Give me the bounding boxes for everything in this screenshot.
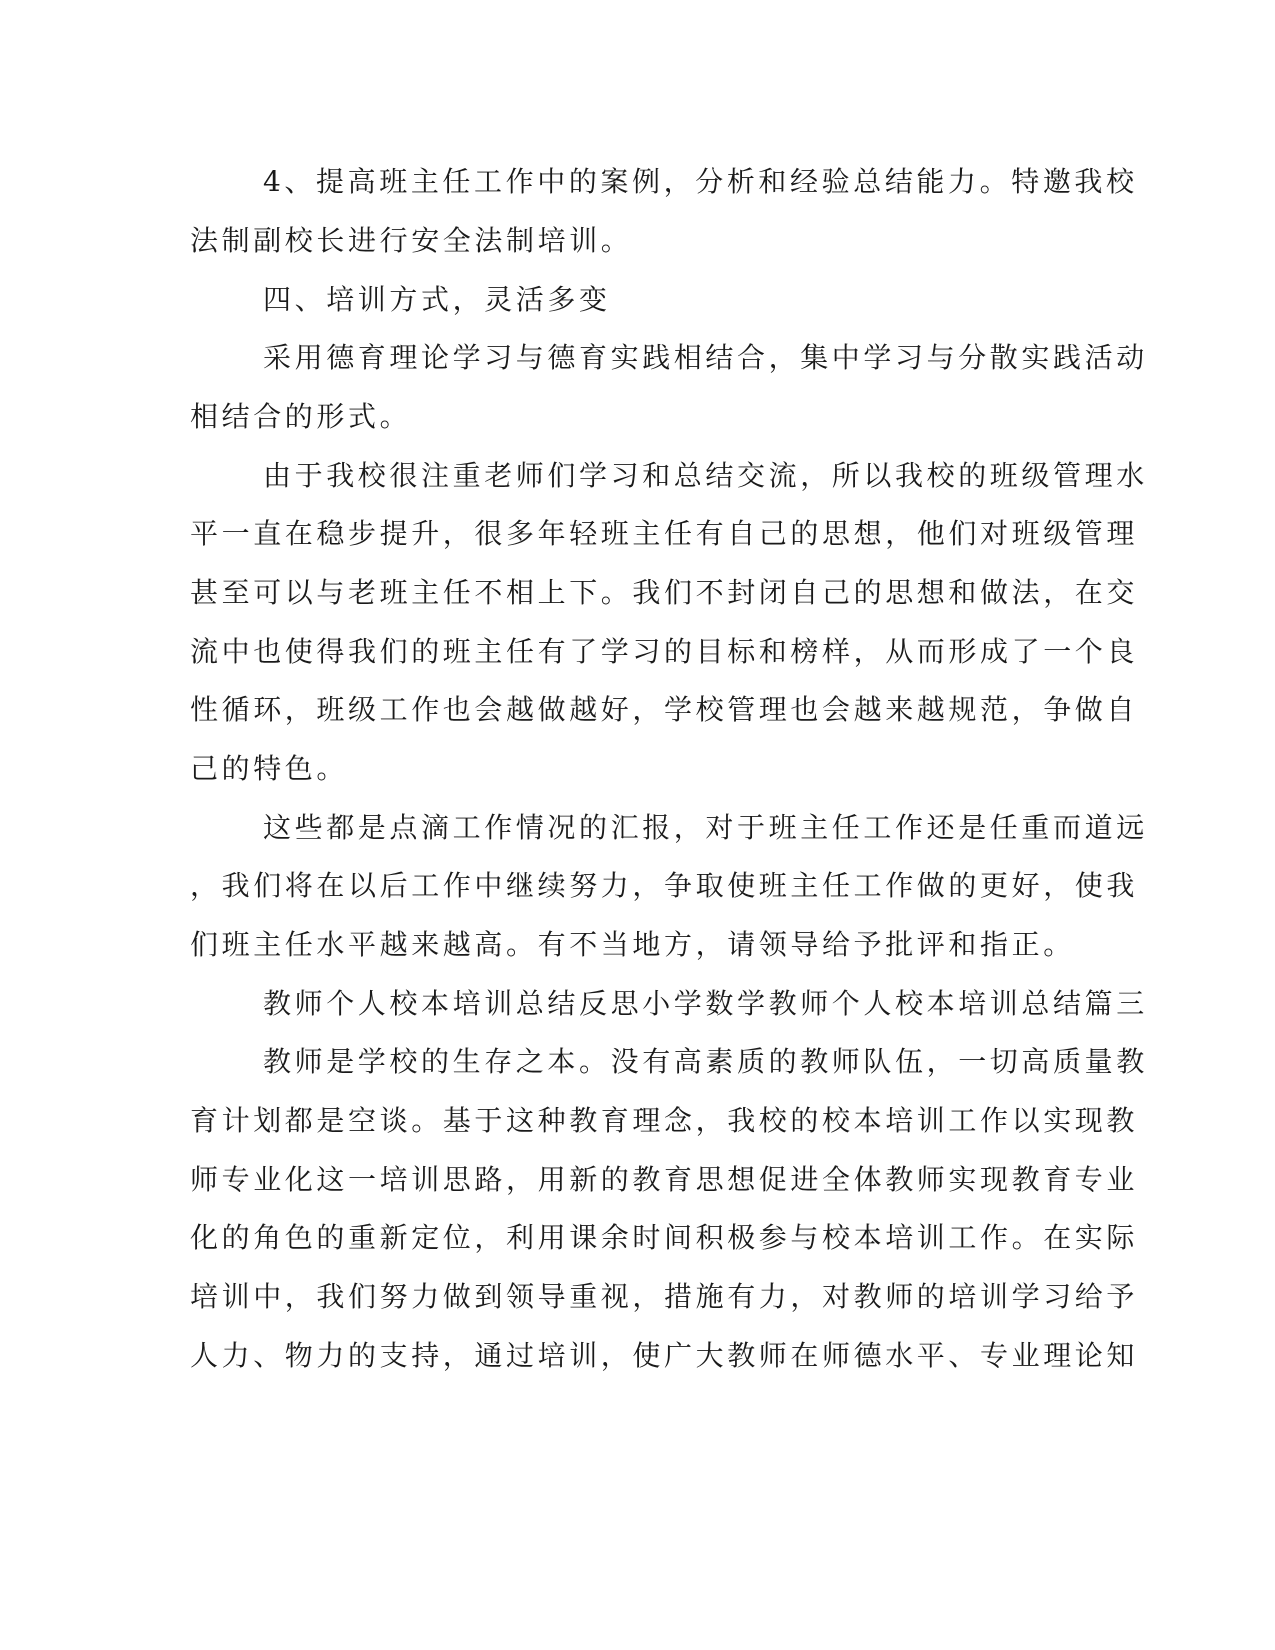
text-line: 教师是学校的生存之本。没有高素质的教师队伍，一切高质量教	[263, 1045, 1148, 1078]
section-title: 教师个人校本培训总结反思小学数学教师个人校本培训总结篇三	[263, 987, 1148, 1020]
text-line: 相结合的形式。	[190, 400, 412, 433]
text-line: 培训中，我们努力做到领导重视，措施有力，对教师的培训学习给予	[190, 1280, 1139, 1313]
text-line: 采用德育理论学习与德育实践相结合，集中学习与分散实践活动	[263, 341, 1148, 374]
text-line: 由于我校很注重老师们学习和总结交流，所以我校的班级管理水	[263, 459, 1148, 492]
text-line: 性循环，班级工作也会越做越好，学校管理也会越来越规范，争做自	[190, 693, 1139, 726]
text-line: 这些都是点滴工作情况的汇报，对于班主任工作还是任重而道远	[263, 811, 1148, 844]
text-line: 流中也使得我们的班主任有了学习的目标和榜样，从而形成了一个良	[190, 635, 1139, 668]
text-line: 育计划都是空谈。基于这种教育理念，我校的校本培训工作以实现教	[190, 1104, 1139, 1137]
text-line: ，我们将在以后工作中继续努力，争取使班主任工作做的更好，使我	[190, 869, 1139, 902]
text-line: 化的角色的重新定位，利用课余时间积极参与校本培训工作。在实际	[190, 1221, 1139, 1254]
text-line: 人力、物力的支持，通过培训，使广大教师在师德水平、专业理论知	[190, 1339, 1139, 1372]
section-heading: 四、培训方式，灵活多变	[263, 283, 611, 316]
text-line: 师专业化这一培训思路，用新的教育思想促进全体教师实现教育专业	[190, 1163, 1139, 1196]
text-line: 法制副校长进行安全法制培训。	[190, 224, 633, 257]
text-line: 4、提高班主任工作中的案例，分析和经验总结能力。特邀我校	[263, 165, 1138, 198]
text-line: 平一直在稳步提升，很多年轻班主任有自己的思想，他们对班级管理	[190, 517, 1139, 550]
text-line: 己的特色。	[190, 752, 349, 785]
text-line: 甚至可以与老班主任不相上下。我们不封闭自己的思想和做法，在交	[190, 576, 1139, 609]
text-line: 们班主任水平越来越高。有不当地方，请领导给予批评和指正。	[190, 928, 1075, 961]
